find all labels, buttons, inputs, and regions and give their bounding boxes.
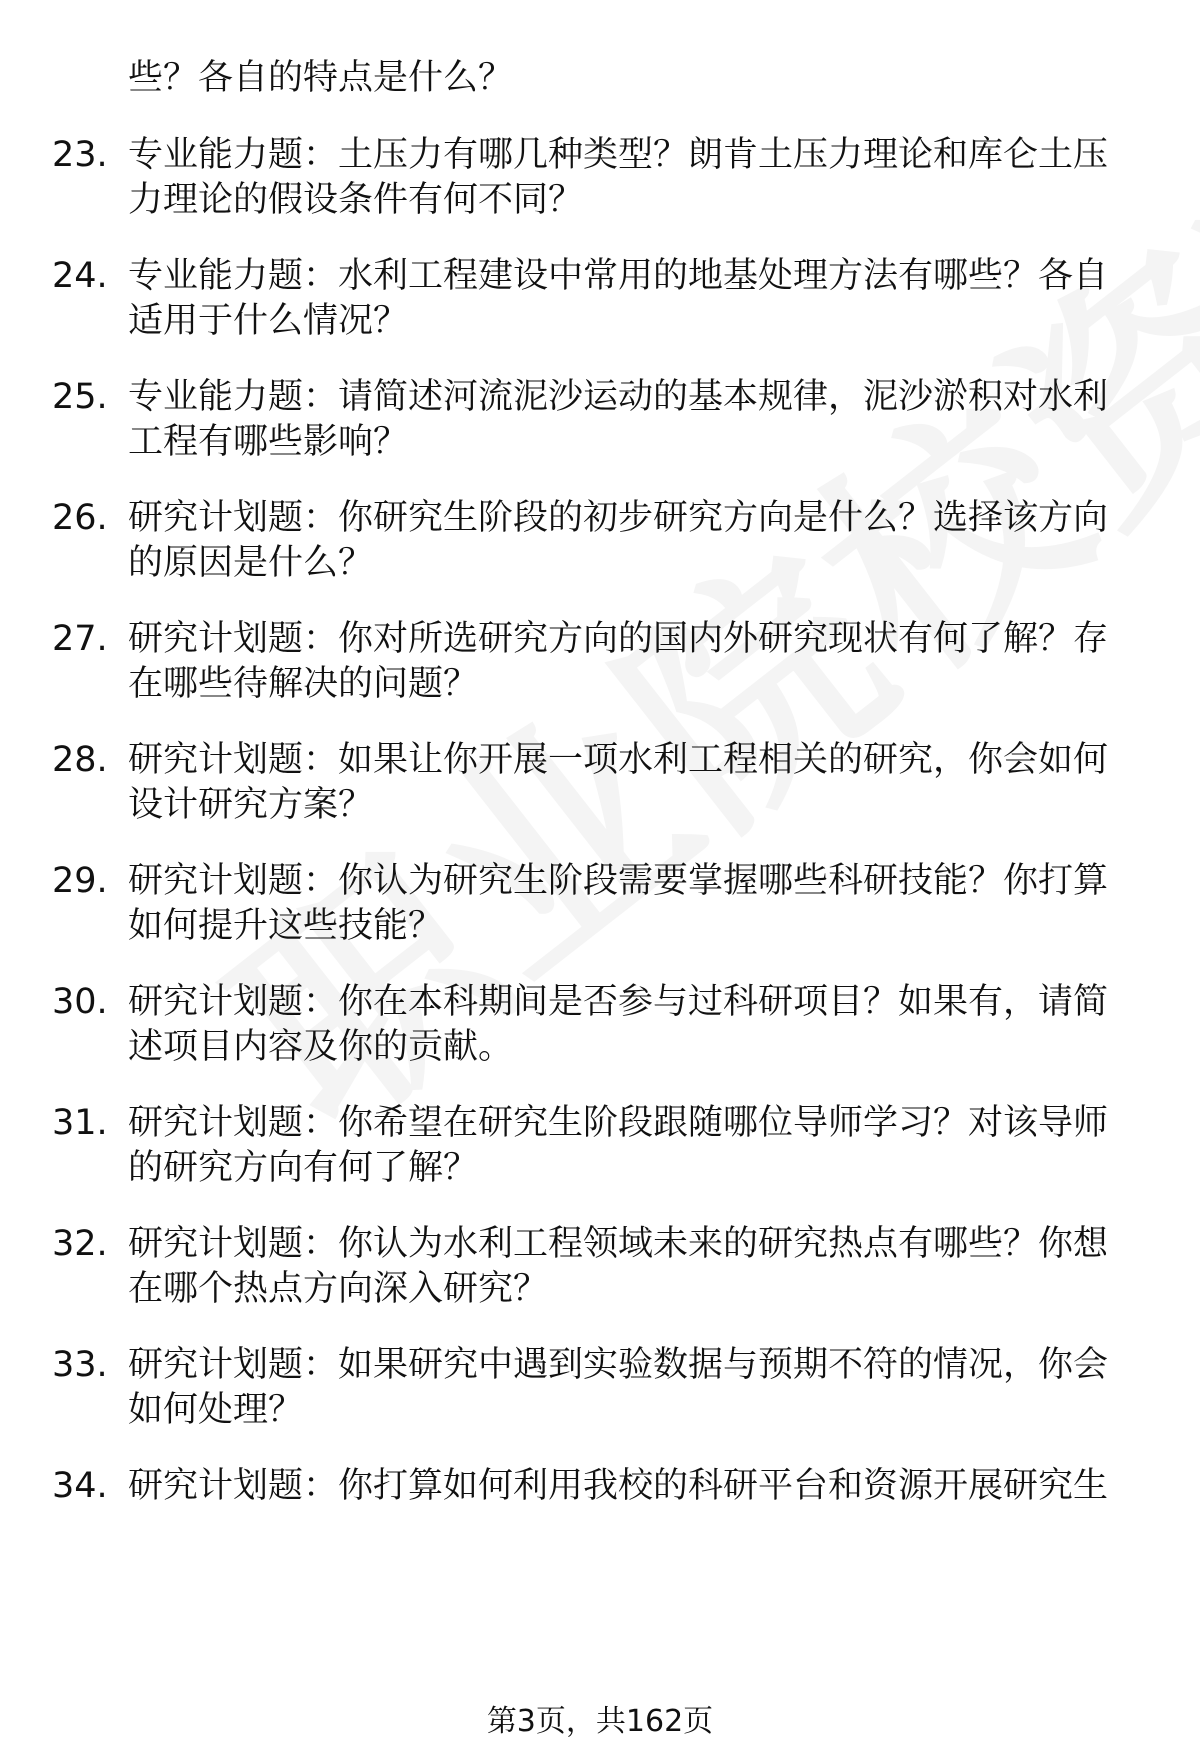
text-line (0, 533, 1200, 593)
question-text: 研究计划题：你研究生阶段的初步研究方向是什么？选择该方向 (128, 498, 1109, 538)
question-number: 32. (52, 1224, 108, 1264)
question-text: 专业能力题：土压力有哪几种类型？朗肯土压力理论和库仑土压 (128, 135, 1109, 175)
question-number: 24. (52, 256, 108, 296)
question-text: 如何提升这些技能？ (128, 906, 444, 946)
question-text: 力理论的假设条件有何不同？ (128, 180, 584, 220)
text-line (0, 1456, 1200, 1516)
question-text: 的原因是什么？ (128, 543, 374, 583)
question-text: 些？各自的特点是什么？ (128, 58, 514, 98)
text-line (0, 1259, 1200, 1319)
question-text: 在哪个热点方向深入研究？ (128, 1269, 549, 1309)
question-text: 如何处理？ (128, 1390, 304, 1430)
question-text: 研究计划题：如果让你开展一项水利工程相关的研究，你会如何 (128, 740, 1109, 780)
question-number: 28. (52, 740, 108, 780)
question-text: 研究计划题：你对所选研究方向的国内外研究现状有何了解？存 (128, 619, 1109, 659)
text-line (0, 1138, 1200, 1198)
question-text: 研究计划题：你希望在研究生阶段跟随哪位导师学习？对该导师 (128, 1103, 1109, 1143)
question-text: 适用于什么情况？ (128, 301, 409, 341)
text-line (0, 775, 1200, 835)
question-text: 研究计划题：你打算如何利用我校的科研平台和资源开展研究生 (128, 1466, 1109, 1506)
page-number-footer: 第3页，共162页 (486, 1704, 714, 1739)
question-text: 研究计划题：你认为研究生阶段需要掌握哪些科研技能？你打算 (128, 861, 1109, 901)
text-line (0, 1380, 1200, 1440)
question-number: 34. (52, 1466, 108, 1506)
question-number: 33. (52, 1345, 108, 1385)
question-number: 27. (52, 619, 108, 659)
question-number: 29. (52, 861, 108, 901)
text-line (0, 291, 1200, 351)
text-line (0, 1017, 1200, 1077)
question-text: 设计研究方案？ (128, 785, 374, 825)
question-number: 30. (52, 982, 108, 1022)
question-number: 31. (52, 1103, 108, 1143)
text-line (0, 654, 1200, 714)
question-number: 25. (52, 377, 108, 417)
question-text: 专业能力题：请简述河流泥沙运动的基本规律，泥沙淤积对水利 (128, 377, 1109, 417)
question-text: 的研究方向有何了解？ (128, 1148, 479, 1188)
text-line (0, 48, 1200, 108)
question-text: 工程有哪些影响？ (128, 422, 409, 462)
question-text: 在哪些待解决的问题？ (128, 664, 479, 704)
question-text: 研究计划题：你认为水利工程领域未来的研究热点有哪些？你想 (128, 1224, 1109, 1264)
text-line (0, 896, 1200, 956)
question-number: 23. (52, 135, 108, 175)
question-text: 述项目内容及你的贡献。 (128, 1027, 514, 1067)
question-text: 专业能力题：水利工程建设中常用的地基处理方法有哪些？各自 (128, 256, 1109, 296)
question-number: 26. (52, 498, 108, 538)
text-line (0, 170, 1200, 230)
question-text: 研究计划题：如果研究中遇到实验数据与预期不符的情况，你会 (128, 1345, 1109, 1385)
question-text: 研究计划题：你在本科期间是否参与过科研项目？如果有，请简 (128, 982, 1109, 1022)
text-line (0, 412, 1200, 472)
